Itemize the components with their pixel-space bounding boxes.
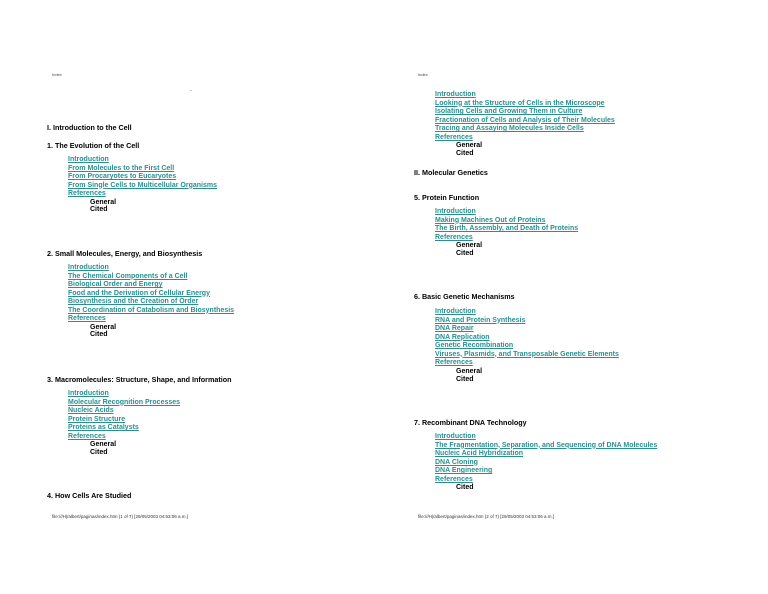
toc-link[interactable]: Genetic Recombination (435, 342, 514, 349)
toc-link[interactable]: References (68, 432, 106, 440)
reference-subitem: General (456, 142, 483, 149)
toc-link[interactable]: References (435, 233, 473, 241)
page-header: Index (418, 72, 428, 77)
toc-link[interactable]: Proteins as Catalysts (68, 424, 139, 431)
toc-link[interactable]: From Procaryotes to Eucaryotes (68, 173, 177, 180)
left-page (0, 0, 370, 594)
chapter-title: 2. Small Molecules, Energy, and Biosynthesis (47, 249, 203, 258)
toc-link[interactable]: Introduction (68, 264, 109, 271)
chapter-title: 3. Macromolecules: Structure, Shape, and Information (47, 375, 232, 384)
toc-link[interactable]: Tracing and Assaying Molecules Inside Cells (435, 125, 584, 132)
toc-link[interactable]: Viruses, Plasmids, and Transposable Genetic Elements (435, 350, 619, 358)
toc-link[interactable]: The Chemical Components of a Cell (68, 272, 188, 280)
reference-subitem: Cited (456, 150, 474, 157)
toc-link[interactable]: Nucleic Acids (68, 407, 114, 414)
reference-subitem: General (90, 323, 117, 331)
chapter-title: 7. Recombinant DNA Technology (414, 418, 527, 427)
right-page (370, 0, 740, 594)
toc-link[interactable]: Introduction (68, 156, 109, 163)
reference-subitem: General (456, 367, 483, 375)
header-dash: - (190, 88, 192, 94)
toc-link[interactable]: Looking at the Structure of Cells in the Microscope (435, 99, 605, 107)
toc-link[interactable]: Isolating Cells and Growing Them in Culture (435, 108, 583, 115)
toc-link[interactable]: Nucleic Acid Hybridization (435, 450, 524, 457)
part-title: II. Molecular Genetics (414, 168, 488, 177)
page-footer: file:///H|/albert/paginas/index.htm (1 of 7) [29/05/2003 04:53:06 a.m.] (52, 514, 188, 519)
toc-link[interactable]: References (68, 190, 106, 197)
toc-link[interactable]: The Fragmentation, Separation, and Sequencing of DNA Molecules (435, 441, 658, 449)
reference-subitem: Cited (456, 484, 474, 491)
page-header: Index (52, 72, 62, 77)
reference-subitem: General (90, 198, 117, 206)
toc-link[interactable]: Molecular Recognition Processes (68, 398, 181, 406)
toc-link[interactable]: Food and the Derivation of Cellular Energy (68, 289, 210, 297)
reference-subitem: Cited (90, 206, 108, 213)
toc-link[interactable]: DNA Cloning (435, 458, 478, 466)
toc-link[interactable]: Introduction (435, 91, 476, 98)
reference-subitem: Cited (90, 448, 108, 456)
reference-subitem: General (456, 242, 483, 249)
toc-link[interactable]: Introduction (435, 433, 476, 440)
toc-link[interactable]: DNA Repair (435, 325, 474, 332)
chapter-title: 1. The Evolution of the Cell (47, 141, 140, 150)
reference-subitem: Cited (90, 331, 108, 338)
reference-subitem: Cited (456, 250, 474, 257)
toc-link[interactable]: Making Machines Out of Proteins (435, 216, 546, 224)
reference-subitem: General (90, 441, 117, 448)
toc-link[interactable]: Biosynthesis and the Creation of Order (68, 298, 199, 305)
toc-link[interactable]: DNA Engineering (435, 467, 493, 474)
toc-link[interactable]: From Molecules to the First Cell (68, 164, 175, 172)
toc-link[interactable]: References (68, 315, 106, 322)
chapter-title: 4. How Cells Are Studied (47, 491, 132, 500)
toc-link[interactable]: Introduction (435, 308, 476, 315)
chapter-title: 6. Basic Genetic Mechanisms (414, 292, 515, 301)
toc-link[interactable]: RNA and Protein Synthesis (435, 316, 526, 324)
part-title: I. Introduction to the Cell (47, 123, 132, 132)
toc-link[interactable]: Fractionation of Cells and Analysis of Their Molecules (435, 116, 615, 124)
toc-link[interactable]: References (435, 133, 473, 141)
toc-link[interactable]: References (435, 475, 473, 483)
toc-link[interactable]: The Coordination of Catabolism and Biosynthesis (68, 306, 235, 314)
toc-link[interactable]: The Birth, Assembly, and Death of Proteins (435, 225, 579, 232)
toc-link[interactable]: References (435, 359, 473, 366)
toc-link[interactable]: DNA Replication (435, 333, 490, 341)
chapter-title: 5. Protein Function (414, 193, 480, 202)
toc-link[interactable]: Introduction (68, 390, 109, 397)
toc-link[interactable]: Protein Structure (68, 415, 126, 423)
toc-link[interactable]: Introduction (435, 208, 476, 215)
reference-subitem: Cited (456, 375, 474, 383)
toc-link[interactable]: Biological Order and Energy (68, 281, 163, 288)
toc-link[interactable]: From Single Cells to Multicellular Organisms (68, 181, 217, 189)
page-footer: file:///H|/albert/paginas/index.htm (2 of 7) [29/05/2003 04:53:06 a.m.] (418, 514, 554, 519)
